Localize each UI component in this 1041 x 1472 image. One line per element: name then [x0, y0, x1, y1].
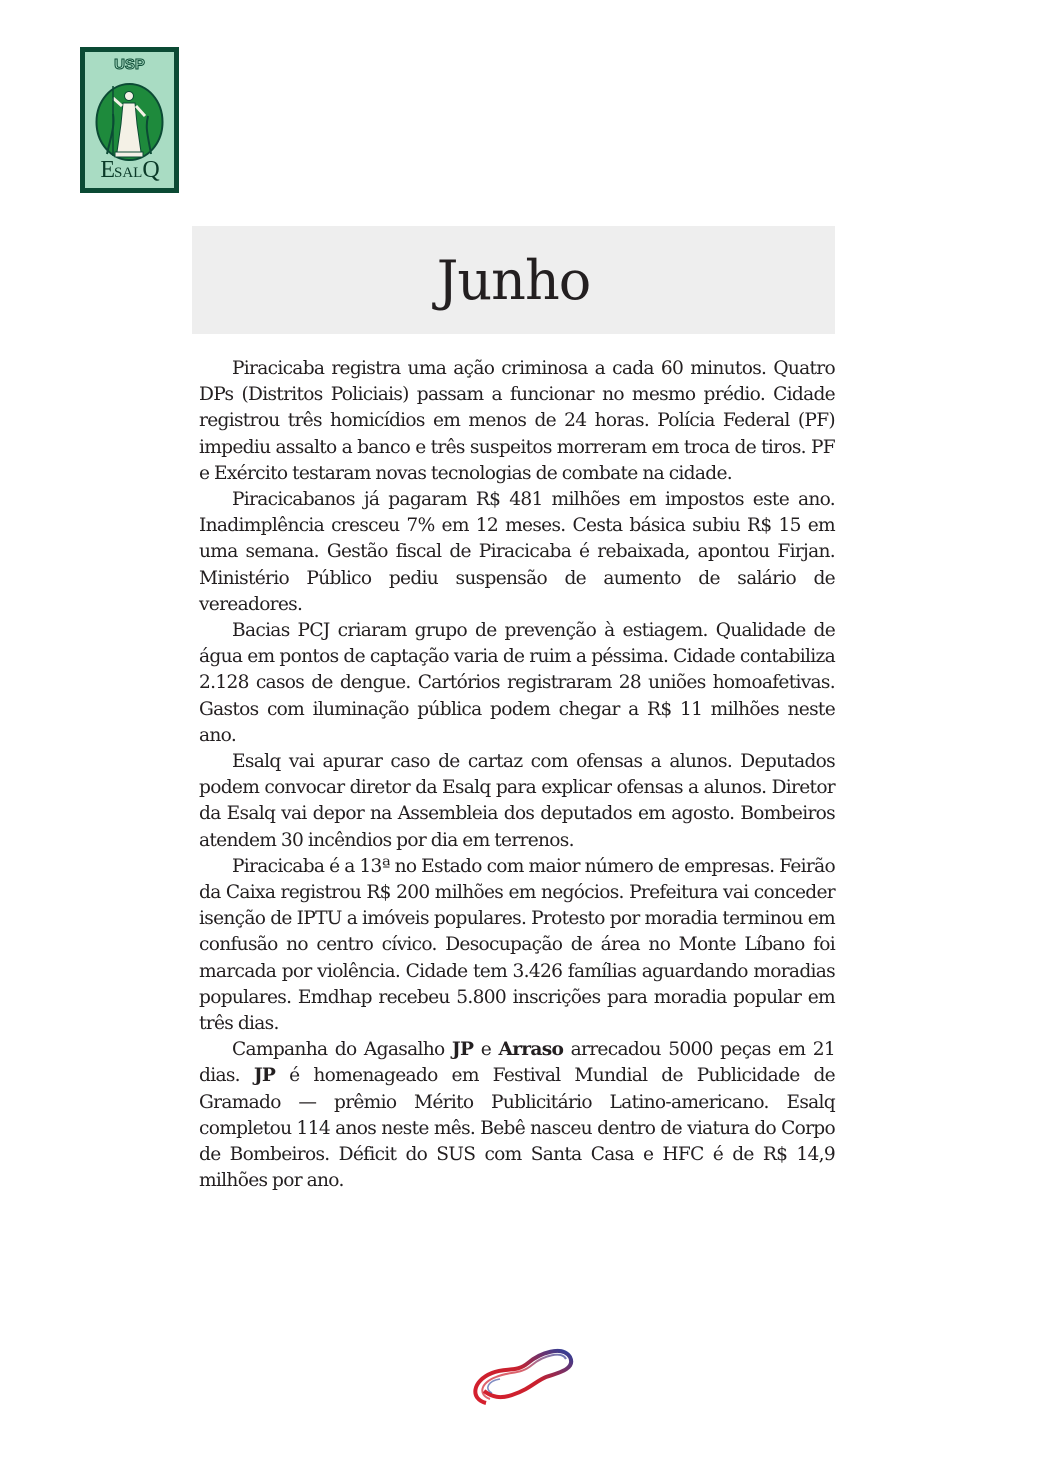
title-band — [192, 226, 835, 334]
esalq-logo — [80, 47, 179, 193]
ceres-emblem-icon — [93, 76, 166, 164]
paragraph — [199, 854, 835, 1037]
article-body — [199, 356, 835, 1195]
text-run: Bacias PCJ criaram grupo de prevenção à estiagem. Qualidade de água em pontos de captação varia de ruim a péssima. Cidade contabiliza 2.128 casos de dengue. Cartórios registraram 28 uniões homoafetivas. Gastos com iluminação pública podem chegar a R$ 11 milhões neste ano. — [199, 620, 835, 746]
paragraph — [199, 487, 835, 618]
text-run: Campanha do Agasalho — [232, 1039, 452, 1061]
text-run: é homenageado em Festival Mundial de Publicidade de Gramado — prêmio Mérito Publicitário Latino-americano. Esalq completou 114 anos neste mês. Bebê nasceu dentro de viatura do Corpo de Bombeiros. Déficit do SUS com Santa Casa e HFC é de R$ 14,9 milhões por ano. — [199, 1065, 835, 1192]
text-run: Esalq vai apurar caso de cartaz com ofensas a alunos. Deputados podem convocar diretor da Esalq para explicar ofensas a alunos. Diretor da Esalq vai depor na Assembleia dos deputados em agosto. Bombeiros atendem 30 incêndios por dia em terrenos. — [199, 751, 835, 851]
logo-panel — [85, 52, 174, 188]
text-run: e — [473, 1039, 499, 1061]
paragraph — [199, 749, 835, 854]
bold-run: JP — [451, 1039, 474, 1061]
text-run: Piracicaba é a 13ª no Estado com maior número de empresas. Feirão da Caixa registrou R$ 200 milhões em negócios. Prefeitura vai conceder isenção de IPTU a imóveis populares. Protesto por moradia terminou em confusão no centro cívico. Desocupação de área no Monte Líbano foi marcada por violência. Cidade tem 3.426 famílias aguardando moradias populares. Emdhap recebeu 5.800 inscrições para moradia popular em três dias. — [199, 855, 835, 1035]
bold-run: Arraso — [498, 1039, 564, 1061]
logo-esalq-text: ESALQ — [100, 157, 159, 183]
text-run: Piracicabanos já pagaram R$ 481 milhões em impostos este ano. Inadimplência cresceu 7% em 12 meses. Cesta básica subiu R$ 15 em uma semana. Gestão fiscal de Piracicaba é rebaixada, apontou Firjan. Ministério Público pediu suspensão de aumento de salário de vereadores. — [199, 489, 835, 615]
page-title: Junho — [436, 248, 591, 312]
text-run: arrecadou 5000 peças em 21 dias. — [199, 1039, 835, 1087]
paragraph — [199, 356, 835, 487]
paragraph — [199, 618, 835, 749]
footer-swoosh-icon — [466, 1343, 574, 1409]
bold-run: JP — [253, 1065, 276, 1087]
text-run: Piracicaba registra uma ação criminosa a cada 60 minutos. Quatro DPs (Distritos Policiais) passam a funcionar no mesmo prédio. Cidade registrou três homicídios em menos de 24 horas. Polícia Federal (PF) impediu assalto a banco e três suspeitos morreram em troca de tiros. PF e Exército testaram novas tecnologias de combate na cidade. — [199, 358, 835, 484]
paragraph — [199, 1037, 835, 1194]
logo-usp-text: USP — [114, 56, 145, 73]
